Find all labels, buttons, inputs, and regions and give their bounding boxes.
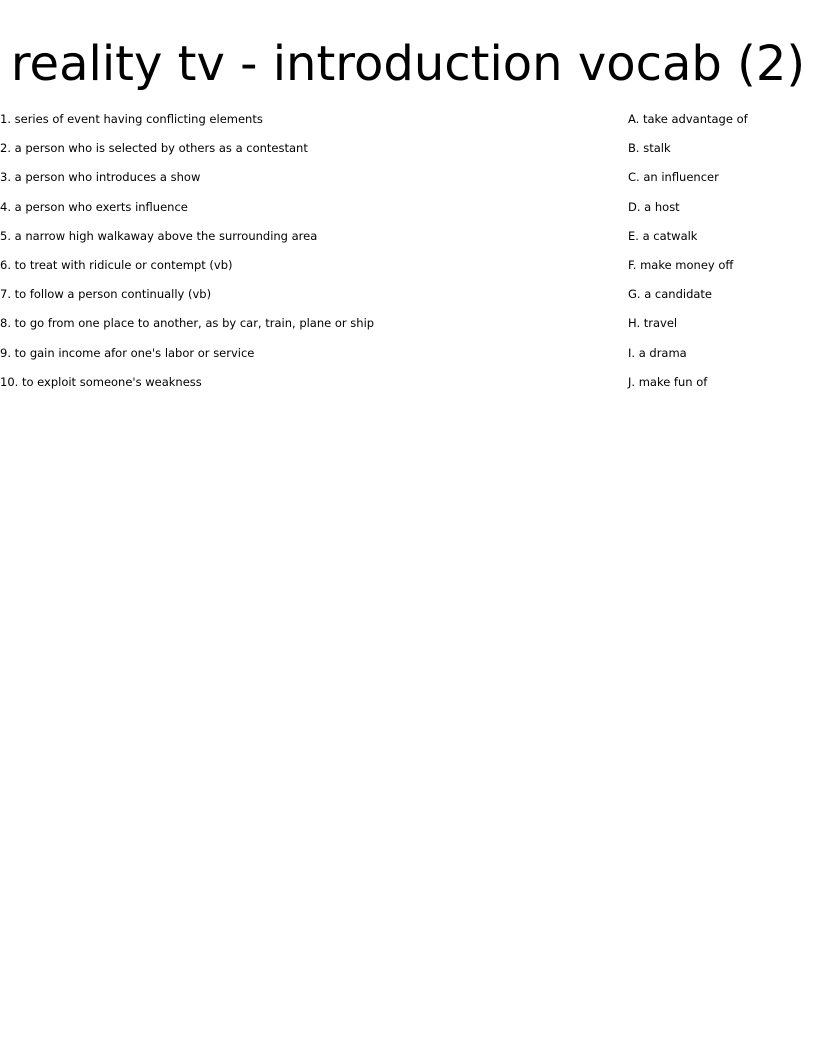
definition-item: 4. a person who exerts influence bbox=[0, 199, 188, 214]
definition-item: 5. a narrow high walkaway above the surrounding area bbox=[0, 228, 318, 243]
term-item: C. an influencer bbox=[628, 170, 719, 185]
terms-list bbox=[628, 109, 816, 401]
definition-item: 3. a person who introduces a show bbox=[0, 170, 201, 185]
definitions-list bbox=[0, 109, 600, 401]
definition-item: 9. to gain income afor one's labor or service bbox=[0, 345, 255, 360]
definition-item: 8. to go from one place to another, as by car, train, plane or ship bbox=[0, 316, 375, 331]
definition-item: 10. to exploit someone's weakness bbox=[0, 374, 202, 389]
definition-item: 2. a person who is selected by others as a contestant bbox=[0, 141, 308, 156]
definition-item: 7. to follow a person continually (vb) bbox=[0, 287, 212, 302]
term-item: A. take advantage of bbox=[628, 112, 748, 126]
term-item: H. travel bbox=[628, 316, 678, 331]
term-item: J. make fun of bbox=[628, 374, 708, 389]
worksheet-title: reality tv - introduction vocab (2) bbox=[10, 36, 806, 92]
term-item: F. make money off bbox=[628, 257, 734, 272]
term-item: E. a catwalk bbox=[628, 228, 698, 243]
term-item: G. a candidate bbox=[628, 287, 713, 302]
definition-item: 6. to treat with ridicule or contempt (vb) bbox=[0, 257, 233, 272]
term-item: I. a drama bbox=[628, 345, 687, 360]
term-item: B. stalk bbox=[628, 141, 671, 156]
definition-item: 1. series of event having conflicting elements bbox=[0, 112, 263, 126]
term-item: D. a host bbox=[628, 199, 680, 214]
